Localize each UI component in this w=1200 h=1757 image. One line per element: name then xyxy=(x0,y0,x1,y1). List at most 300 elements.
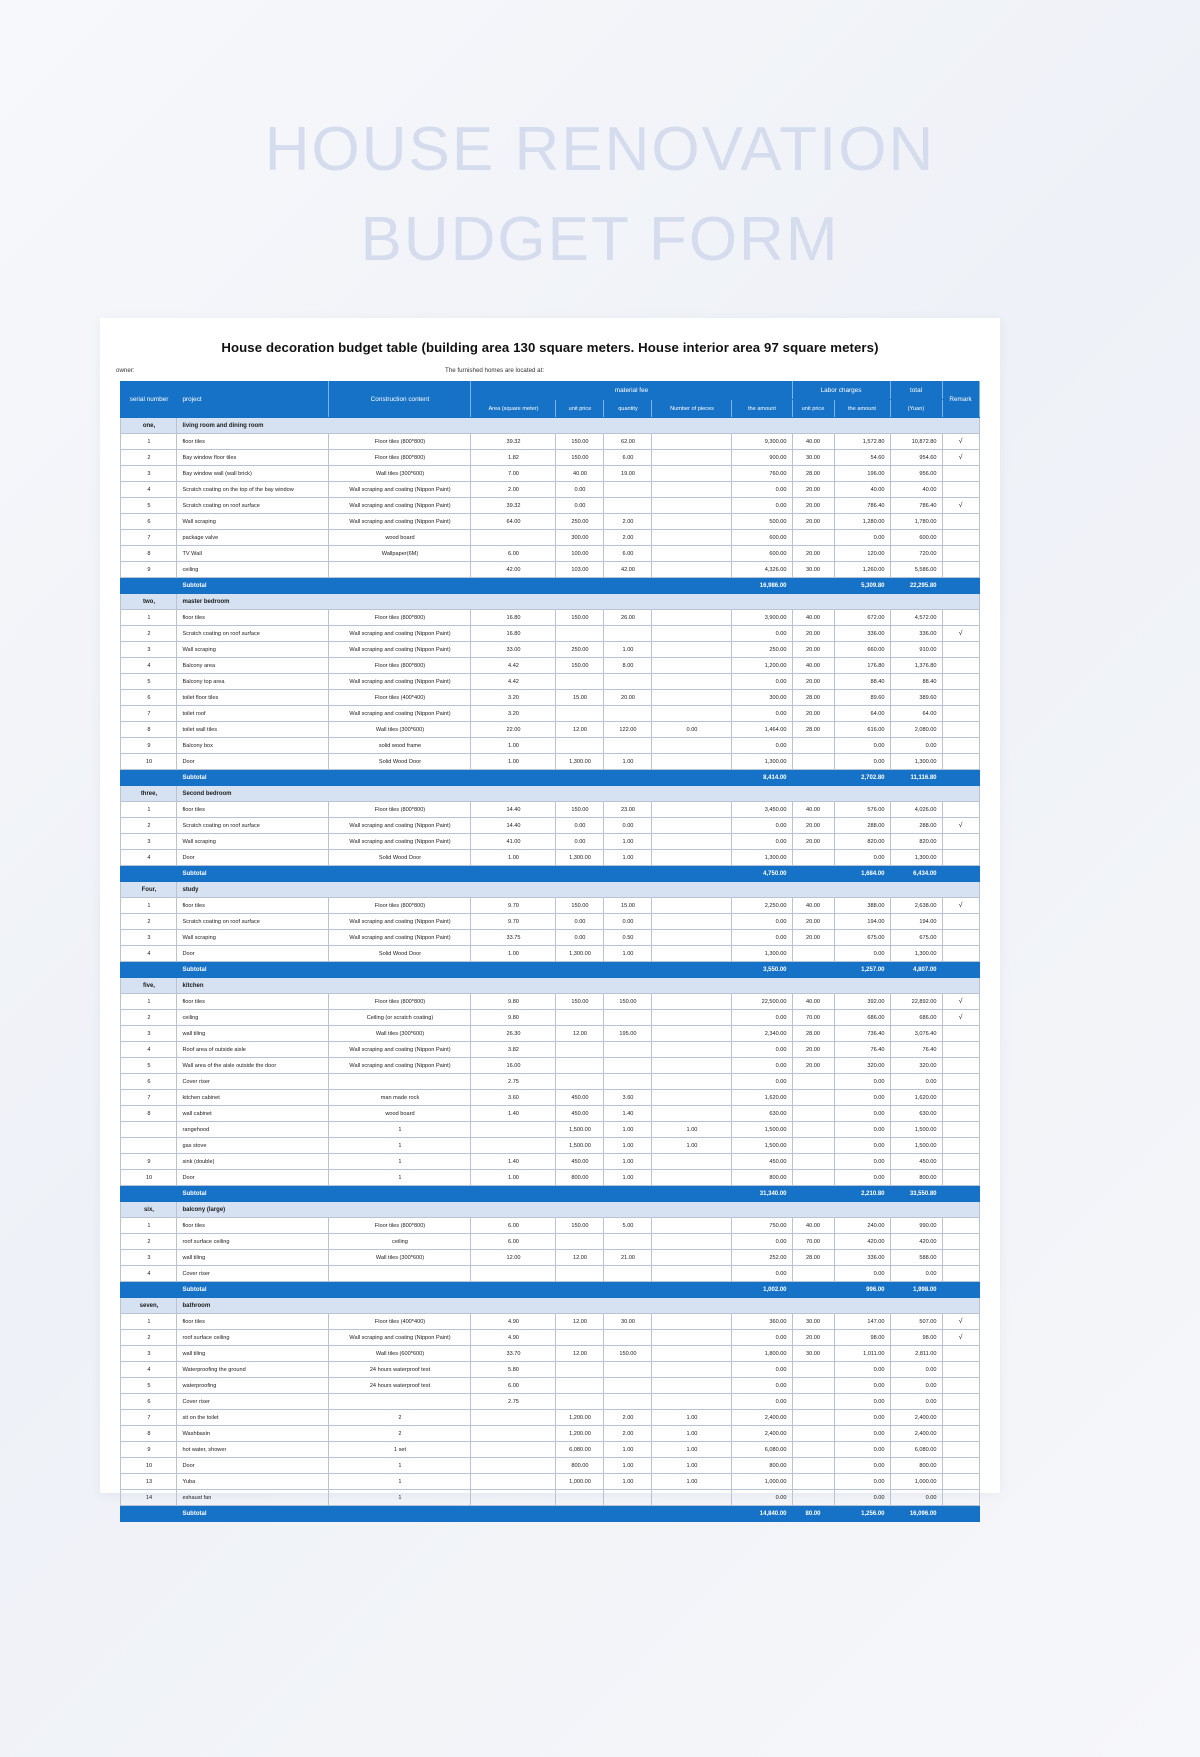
cell-labor-amount: 288.00 xyxy=(834,818,890,834)
table-row[interactable] xyxy=(121,1314,979,1330)
cell-area: 33.70 xyxy=(471,1346,556,1362)
table-row[interactable] xyxy=(121,1122,979,1138)
table-row[interactable] xyxy=(121,450,979,466)
table-row[interactable] xyxy=(121,898,979,914)
cell-serial-number: 8 xyxy=(121,722,177,738)
table-row[interactable] xyxy=(121,914,979,930)
table-row[interactable] xyxy=(121,1378,979,1394)
cell-material-unit-price: 40.00 xyxy=(556,466,604,482)
cell-project: wall tiling xyxy=(177,1026,329,1042)
cell-remark[interactable] xyxy=(942,1234,979,1250)
cell-material-unit-price xyxy=(556,738,604,754)
cell-remark[interactable] xyxy=(942,1106,979,1122)
cell-total: 2,400.00 xyxy=(890,1426,942,1442)
cell-remark[interactable] xyxy=(942,1474,979,1490)
cell-area: 1.82 xyxy=(471,450,556,466)
subtotal-spacer xyxy=(121,962,177,978)
table-row[interactable] xyxy=(121,930,979,946)
table-row[interactable] xyxy=(121,514,979,530)
cell-quantity: 0.00 xyxy=(604,818,652,834)
cell-labor-amount: 576.00 xyxy=(834,802,890,818)
cell-labor-amount: 820.00 xyxy=(834,834,890,850)
cell-labor-unit-price xyxy=(792,1458,834,1474)
cell-remark[interactable]: √ xyxy=(942,818,979,834)
table-row[interactable] xyxy=(121,1458,979,1474)
cell-labor-amount: 336.00 xyxy=(834,626,890,642)
cell-total: 4,026.00 xyxy=(890,802,942,818)
table-row[interactable] xyxy=(121,1426,979,1442)
table-row[interactable] xyxy=(121,1218,979,1234)
cell-material-unit-price: 450.00 xyxy=(556,1154,604,1170)
cell-labor-amount: 0.00 xyxy=(834,1458,890,1474)
cell-material-amount: 1,300.00 xyxy=(732,946,792,962)
cell-remark[interactable] xyxy=(942,610,979,626)
col-quantity: quantity xyxy=(604,400,652,418)
cell-labor-amount: 0.00 xyxy=(834,738,890,754)
cell-labor-unit-price: 28.00 xyxy=(792,722,834,738)
cell-material-unit-price: 12.00 xyxy=(556,722,604,738)
cell-remark[interactable] xyxy=(942,1122,979,1138)
table-row[interactable] xyxy=(121,482,979,498)
cell-project: roof surface ceiling xyxy=(177,1234,329,1250)
cell-project: floor tiles xyxy=(177,898,329,914)
cell-remark[interactable] xyxy=(942,1170,979,1186)
cell-labor-unit-price: 20.00 xyxy=(792,514,834,530)
budget-sheet xyxy=(100,318,1000,1517)
budget-table xyxy=(120,381,979,1522)
table-row[interactable] xyxy=(121,1106,979,1122)
cell-area: 3.60 xyxy=(471,1090,556,1106)
cell-material-amount: 0.00 xyxy=(732,834,792,850)
table-row[interactable] xyxy=(121,626,979,642)
cell-material-unit-price: 1,300.00 xyxy=(556,850,604,866)
table-row[interactable] xyxy=(121,562,979,578)
cell-total: 720.00 xyxy=(890,546,942,562)
table-row[interactable] xyxy=(121,1250,979,1266)
cell-remark[interactable] xyxy=(942,1266,979,1282)
table-row[interactable] xyxy=(121,706,979,722)
cell-serial-number xyxy=(121,1122,177,1138)
cell-serial-number: 10 xyxy=(121,1170,177,1186)
table-row[interactable] xyxy=(121,1346,979,1362)
subtotal-labor-amount: 1,684.00 xyxy=(834,866,890,882)
cell-remark[interactable] xyxy=(942,754,979,770)
cell-total: 336.00 xyxy=(890,626,942,642)
cell-project: Balcony box xyxy=(177,738,329,754)
subtotal-unit-price xyxy=(556,578,604,594)
cell-quantity xyxy=(604,738,652,754)
cell-quantity: 2.00 xyxy=(604,1426,652,1442)
cell-material-unit-price xyxy=(556,1234,604,1250)
cell-remark[interactable] xyxy=(942,1154,979,1170)
table-row[interactable] xyxy=(121,1410,979,1426)
table-row[interactable] xyxy=(121,1362,979,1378)
subtotal-unit-price xyxy=(556,1282,604,1298)
table-row[interactable] xyxy=(121,530,979,546)
cell-construction-content: Floor tiles (800*800) xyxy=(329,898,471,914)
cell-project: ceiling xyxy=(177,1010,329,1026)
cell-construction-content: Floor tiles (800*800) xyxy=(329,802,471,818)
cell-serial-number: 2 xyxy=(121,1010,177,1026)
cell-area: 33.00 xyxy=(471,642,556,658)
cell-number-of-pieces xyxy=(652,930,732,946)
cell-construction-content: ceiling xyxy=(329,1234,471,1250)
table-row[interactable] xyxy=(121,1490,979,1506)
cell-remark[interactable] xyxy=(942,738,979,754)
cell-area: 22.00 xyxy=(471,722,556,738)
cell-total: 1,376.80 xyxy=(890,658,942,674)
table-row[interactable] xyxy=(121,834,979,850)
cell-quantity xyxy=(604,706,652,722)
cell-area xyxy=(471,1490,556,1506)
cell-total: 450.00 xyxy=(890,1154,942,1170)
cell-remark[interactable]: √ xyxy=(942,1010,979,1026)
cell-project: wall tiling xyxy=(177,1250,329,1266)
cell-labor-amount: 89.60 xyxy=(834,690,890,706)
cell-construction-content: Wall scraping and coating (Nippon Paint) xyxy=(329,834,471,850)
table-row[interactable] xyxy=(121,946,979,962)
table-row[interactable] xyxy=(121,610,979,626)
cell-labor-amount: 736.40 xyxy=(834,1026,890,1042)
cell-material-amount: 2,400.00 xyxy=(732,1426,792,1442)
cell-remark[interactable] xyxy=(942,1138,979,1154)
cell-material-unit-price xyxy=(556,674,604,690)
table-row[interactable] xyxy=(121,802,979,818)
cell-remark[interactable] xyxy=(942,658,979,674)
table-row[interactable] xyxy=(121,546,979,562)
cell-remark[interactable] xyxy=(942,1490,979,1506)
cell-number-of-pieces xyxy=(652,898,732,914)
cell-labor-unit-price: 30.00 xyxy=(792,450,834,466)
cell-remark[interactable] xyxy=(942,1426,979,1442)
col-material-fee: material fee xyxy=(471,382,792,400)
cell-construction-content: Wall scraping and coating (Nippon Paint) xyxy=(329,498,471,514)
cell-remark[interactable] xyxy=(942,1058,979,1074)
cell-project: Door xyxy=(177,754,329,770)
cell-remark[interactable]: √ xyxy=(942,498,979,514)
subtotal-spacer xyxy=(121,1282,177,1298)
cell-construction-content: Wall scraping and coating (Nippon Paint) xyxy=(329,818,471,834)
cell-construction-content: 2 xyxy=(329,1426,471,1442)
cell-labor-amount: 88.40 xyxy=(834,674,890,690)
cell-construction-content: 24 hours waterproof test xyxy=(329,1378,471,1394)
cell-total: 0.00 xyxy=(890,738,942,754)
cell-construction-content: Solid Wood Door xyxy=(329,850,471,866)
cell-construction-content: Wall scraping and coating (Nippon Paint) xyxy=(329,1330,471,1346)
cell-remark[interactable]: √ xyxy=(942,1314,979,1330)
subtotal-remark xyxy=(942,962,979,978)
table-row[interactable] xyxy=(121,1074,979,1090)
table-row[interactable] xyxy=(121,994,979,1010)
cell-remark[interactable] xyxy=(942,802,979,818)
table-row[interactable] xyxy=(121,1474,979,1490)
cell-remark[interactable] xyxy=(942,722,979,738)
cell-quantity: 1.00 xyxy=(604,1154,652,1170)
subtotal-quantity xyxy=(604,1186,652,1202)
cell-total: 3,076.40 xyxy=(890,1026,942,1042)
cell-labor-amount: 120.00 xyxy=(834,546,890,562)
section-name: kitchen xyxy=(177,978,979,994)
cell-remark[interactable]: √ xyxy=(942,994,979,1010)
cell-quantity: 1.00 xyxy=(604,946,652,962)
table-row[interactable] xyxy=(121,1266,979,1282)
cell-serial-number: 3 xyxy=(121,1026,177,1042)
cell-construction-content: 1 xyxy=(329,1458,471,1474)
cell-labor-unit-price: 30.00 xyxy=(792,1314,834,1330)
watermark-line-2: BUDGET FORM xyxy=(360,204,840,274)
cell-material-unit-price: 150.00 xyxy=(556,434,604,450)
table-row[interactable] xyxy=(121,738,979,754)
table-row[interactable] xyxy=(121,1154,979,1170)
cell-remark[interactable] xyxy=(942,514,979,530)
table-row[interactable] xyxy=(121,1010,979,1026)
cell-number-of-pieces xyxy=(652,1010,732,1026)
cell-remark[interactable] xyxy=(942,1362,979,1378)
cell-remark[interactable] xyxy=(942,1346,979,1362)
section-index: one, xyxy=(121,418,177,434)
cell-remark[interactable] xyxy=(942,1458,979,1474)
cell-total: 956.00 xyxy=(890,466,942,482)
cell-number-of-pieces xyxy=(652,450,732,466)
section-index: Four, xyxy=(121,882,177,898)
cell-area: 1.00 xyxy=(471,1170,556,1186)
table-row[interactable] xyxy=(121,1394,979,1410)
section-header-row xyxy=(121,1298,979,1314)
cell-number-of-pieces: 1.00 xyxy=(652,1426,732,1442)
table-row[interactable] xyxy=(121,674,979,690)
cell-serial-number: 9 xyxy=(121,562,177,578)
cell-quantity xyxy=(604,1362,652,1378)
cell-serial-number: 5 xyxy=(121,498,177,514)
cell-construction-content: Wall scraping and coating (Nippon Paint) xyxy=(329,930,471,946)
cell-number-of-pieces xyxy=(652,914,732,930)
cell-construction-content: Wall scraping and coating (Nippon Paint) xyxy=(329,674,471,690)
cell-construction-content: Wall scraping and coating (Nippon Paint) xyxy=(329,1042,471,1058)
cell-area: 9.70 xyxy=(471,898,556,914)
cell-remark[interactable] xyxy=(942,674,979,690)
cell-remark[interactable] xyxy=(942,530,979,546)
cell-material-unit-price: 6,080.00 xyxy=(556,1442,604,1458)
cell-labor-unit-price: 20.00 xyxy=(792,642,834,658)
cell-quantity: 1.00 xyxy=(604,834,652,850)
subtotal-label: Subtotal xyxy=(177,962,329,978)
cell-material-unit-price: 1,000.00 xyxy=(556,1474,604,1490)
cell-labor-unit-price xyxy=(792,1266,834,1282)
cell-remark[interactable]: √ xyxy=(942,626,979,642)
cell-remark[interactable] xyxy=(942,1042,979,1058)
cell-remark[interactable] xyxy=(942,946,979,962)
cell-material-amount: 0.00 xyxy=(732,1490,792,1506)
cell-number-of-pieces xyxy=(652,1250,732,1266)
cell-project: wall tiling xyxy=(177,1346,329,1362)
cell-remark[interactable] xyxy=(942,546,979,562)
table-row[interactable] xyxy=(121,1170,979,1186)
cell-area: 39.32 xyxy=(471,434,556,450)
cell-area: 4.42 xyxy=(471,674,556,690)
cell-number-of-pieces xyxy=(652,690,732,706)
cell-quantity: 5.00 xyxy=(604,1218,652,1234)
subtotal-material-amount: 4,750.00 xyxy=(732,866,792,882)
cell-remark[interactable]: √ xyxy=(942,434,979,450)
cell-labor-unit-price: 20.00 xyxy=(792,482,834,498)
subtotal-area xyxy=(471,1282,556,1298)
cell-project: toilet floor tiles xyxy=(177,690,329,706)
cell-remark[interactable]: √ xyxy=(942,450,979,466)
cell-labor-unit-price: 20.00 xyxy=(792,626,834,642)
cell-remark[interactable] xyxy=(942,1250,979,1266)
cell-remark[interactable] xyxy=(942,930,979,946)
table-row[interactable] xyxy=(121,850,979,866)
cell-remark[interactable] xyxy=(942,482,979,498)
cell-labor-unit-price xyxy=(792,1138,834,1154)
cell-remark[interactable] xyxy=(942,642,979,658)
cell-remark[interactable] xyxy=(942,914,979,930)
cell-serial-number: 2 xyxy=(121,450,177,466)
table-row[interactable] xyxy=(121,818,979,834)
cell-construction-content: solid wood frame xyxy=(329,738,471,754)
cell-quantity: 26.00 xyxy=(604,610,652,626)
table-row[interactable] xyxy=(121,754,979,770)
cell-remark[interactable]: √ xyxy=(942,1330,979,1346)
table-row[interactable] xyxy=(121,1026,979,1042)
cell-number-of-pieces xyxy=(652,546,732,562)
table-row[interactable] xyxy=(121,690,979,706)
cell-material-unit-price: 250.00 xyxy=(556,642,604,658)
subtotal-spacer xyxy=(121,578,177,594)
cell-remark[interactable] xyxy=(942,1218,979,1234)
cell-total: 320.00 xyxy=(890,1058,942,1074)
cell-labor-amount: 686.00 xyxy=(834,1010,890,1026)
cell-serial-number: 2 xyxy=(121,914,177,930)
cell-project: Scratch coating on the top of the bay window xyxy=(177,482,329,498)
table-row[interactable] xyxy=(121,1442,979,1458)
table-row[interactable] xyxy=(121,434,979,450)
cell-material-amount: 2,250.00 xyxy=(732,898,792,914)
cell-quantity xyxy=(604,1042,652,1058)
subtotal-remark xyxy=(942,1186,979,1202)
table-row[interactable] xyxy=(121,1330,979,1346)
cell-total: 64.00 xyxy=(890,706,942,722)
cell-material-unit-price: 1,200.00 xyxy=(556,1426,604,1442)
cell-total: 686.00 xyxy=(890,1010,942,1026)
cell-material-unit-price: 0.00 xyxy=(556,930,604,946)
col-remark: Remark xyxy=(942,382,979,418)
table-row[interactable] xyxy=(121,1138,979,1154)
cell-total: 5,586.00 xyxy=(890,562,942,578)
cell-remark[interactable] xyxy=(942,1378,979,1394)
cell-quantity: 21.00 xyxy=(604,1250,652,1266)
table-row[interactable] xyxy=(121,658,979,674)
cell-remark[interactable] xyxy=(942,562,979,578)
cell-project: floor tiles xyxy=(177,434,329,450)
cell-serial-number: 1 xyxy=(121,434,177,450)
cell-material-amount: 1,300.00 xyxy=(732,754,792,770)
cell-total: 954.60 xyxy=(890,450,942,466)
cell-construction-content: Wall scraping and coating (Nippon Paint) xyxy=(329,514,471,530)
watermark-title xyxy=(0,105,1200,285)
cell-labor-unit-price: 20.00 xyxy=(792,674,834,690)
cell-area: 5.80 xyxy=(471,1362,556,1378)
cell-material-amount: 0.00 xyxy=(732,738,792,754)
cell-quantity: 1.00 xyxy=(604,1138,652,1154)
cell-material-amount: 800.00 xyxy=(732,1458,792,1474)
cell-remark[interactable] xyxy=(942,834,979,850)
subtotal-row xyxy=(121,1506,979,1522)
cell-area: 4.90 xyxy=(471,1314,556,1330)
table-body xyxy=(121,418,979,1522)
cell-quantity: 1.00 xyxy=(604,1458,652,1474)
cell-remark[interactable] xyxy=(942,466,979,482)
cell-total: 630.00 xyxy=(890,1106,942,1122)
cell-serial-number: 2 xyxy=(121,626,177,642)
subtotal-row xyxy=(121,578,979,594)
table-row[interactable] xyxy=(121,466,979,482)
cell-remark[interactable] xyxy=(942,1074,979,1090)
cell-number-of-pieces xyxy=(652,1218,732,1234)
table-row[interactable] xyxy=(121,1234,979,1250)
cell-material-unit-price: 0.00 xyxy=(556,818,604,834)
cell-serial-number: 1 xyxy=(121,994,177,1010)
cell-labor-amount: 0.00 xyxy=(834,1170,890,1186)
table-row[interactable] xyxy=(121,642,979,658)
cell-remark[interactable] xyxy=(942,1090,979,1106)
cell-labor-amount: 0.00 xyxy=(834,1138,890,1154)
cell-number-of-pieces: 1.00 xyxy=(652,1410,732,1426)
cell-remark[interactable]: √ xyxy=(942,898,979,914)
subtotal-pieces xyxy=(652,770,732,786)
table-row[interactable] xyxy=(121,498,979,514)
cell-remark[interactable] xyxy=(942,1442,979,1458)
cell-number-of-pieces xyxy=(652,994,732,1010)
cell-area: 12.00 xyxy=(471,1250,556,1266)
cell-construction-content: Floor tiles (400*400) xyxy=(329,690,471,706)
cell-quantity: 0.00 xyxy=(604,914,652,930)
cell-area: 9.80 xyxy=(471,994,556,1010)
cell-quantity: 6.00 xyxy=(604,546,652,562)
cell-material-amount: 0.00 xyxy=(732,818,792,834)
subtotal-content xyxy=(329,578,471,594)
cell-material-unit-price: 250.00 xyxy=(556,514,604,530)
cell-area xyxy=(471,1442,556,1458)
subtotal-pieces xyxy=(652,578,732,594)
section-header-row xyxy=(121,1202,979,1218)
cell-quantity xyxy=(604,1378,652,1394)
table-row[interactable] xyxy=(121,722,979,738)
cell-project: floor tiles xyxy=(177,802,329,818)
cell-construction-content: Wall tiles (600*600) xyxy=(329,1346,471,1362)
cell-remark[interactable] xyxy=(942,706,979,722)
cell-remark[interactable] xyxy=(942,1026,979,1042)
cell-material-unit-price: 150.00 xyxy=(556,610,604,626)
cell-material-unit-price xyxy=(556,1378,604,1394)
cell-labor-unit-price xyxy=(792,1090,834,1106)
cell-remark[interactable] xyxy=(942,690,979,706)
col-project: project xyxy=(177,382,329,418)
cell-construction-content: Solid Wood Door xyxy=(329,946,471,962)
cell-project: Scratch coating on roof surface xyxy=(177,498,329,514)
cell-remark[interactable] xyxy=(942,1394,979,1410)
table-row[interactable] xyxy=(121,1042,979,1058)
cell-remark[interactable] xyxy=(942,850,979,866)
table-row[interactable] xyxy=(121,1058,979,1074)
cell-serial-number: 6 xyxy=(121,1394,177,1410)
cell-serial-number: 6 xyxy=(121,690,177,706)
cell-serial-number: 1 xyxy=(121,610,177,626)
subtotal-unit-price xyxy=(556,866,604,882)
cell-remark[interactable] xyxy=(942,1410,979,1426)
table-row[interactable] xyxy=(121,1090,979,1106)
section-header-row xyxy=(121,418,979,434)
